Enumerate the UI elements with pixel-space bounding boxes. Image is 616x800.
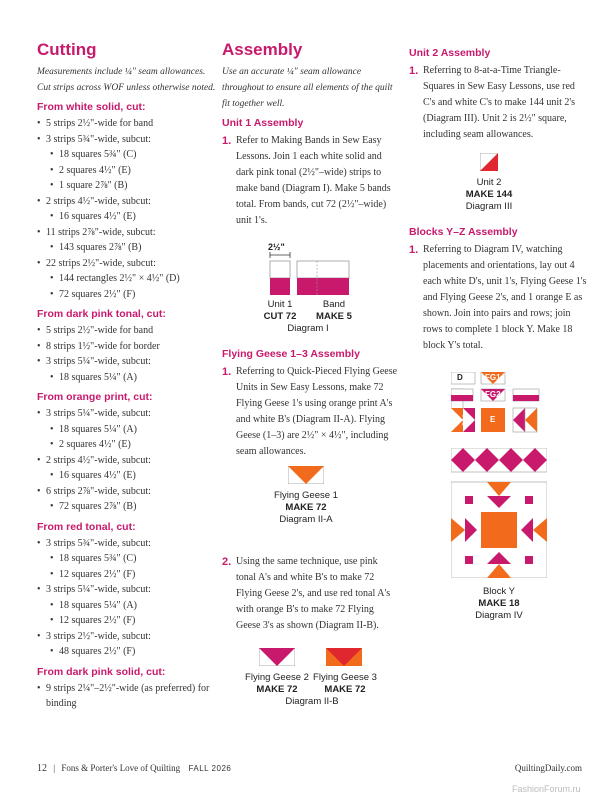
diagram-3-art xyxy=(480,153,498,171)
cutting-list-item: • 72 squares 2⅞" (B) xyxy=(37,499,217,515)
step-number: 1. xyxy=(409,65,419,77)
cutting-list-item: • 3 strips 5¼"-wide, subcut: xyxy=(37,406,217,422)
cutting-list-item: • 3 strips 5¾"-wide, subcut: xyxy=(37,536,217,552)
diagram-2b-fg3-make: MAKE 72 xyxy=(324,684,366,695)
diagram-1-name: Diagram I xyxy=(287,323,329,334)
diagram-2a-make: MAKE 72 xyxy=(285,502,327,513)
step-number: 1. xyxy=(409,244,419,256)
cutting-list-item: • 6 strips 2⅞"-wide, subcut: xyxy=(37,484,217,500)
blocks-heading: Blocks Y–Z Assembly xyxy=(409,226,518,238)
diagram-4-label-unit1: Unit 1 xyxy=(452,390,472,397)
cutting-list-item: • 2 squares 4½" (E) xyxy=(37,437,217,453)
diagram-4-block-art xyxy=(451,448,547,578)
blocks-step xyxy=(409,242,589,354)
diagram-2b-name: Diagram II-B xyxy=(285,696,339,707)
cutting-list-item: • 2 strips 4½"-wide, subcut: xyxy=(37,194,217,210)
diagram-2a-name: Diagram II-A xyxy=(279,514,333,525)
diagram-4 xyxy=(451,372,551,632)
cutting-list-item: • 3 strips 2½"-wide, subcut: xyxy=(37,629,217,645)
diagram-3 xyxy=(409,153,589,219)
diagram-4-label-d: D xyxy=(457,373,463,382)
cutting-list-item: • 18 squares 5¼" (A) xyxy=(37,598,217,614)
diagram-2b-fg2-make: MAKE 72 xyxy=(256,684,298,695)
cutting-group-heading: From red tonal, cut: xyxy=(37,520,136,533)
cutting-list-item: • 16 squares 4½" (E) xyxy=(37,209,217,225)
cutting-group-heading: From orange print, cut: xyxy=(37,391,153,403)
diagram-4-label-fg1v: FG1 xyxy=(450,414,457,426)
diagram-4-label-e: E xyxy=(490,415,496,424)
diagram-1-dimension: 2½" xyxy=(268,242,285,252)
cutting-list-item: • 11 strips 2⅞"-wide, subcut: xyxy=(37,225,217,241)
diagram-4-label-fg2v: FG2 xyxy=(462,414,469,426)
diagram-4-make: MAKE 18 xyxy=(478,598,520,609)
cutting-intro-2: Cut strips across WOF unless otherwise noted. xyxy=(37,83,216,93)
diagram-4-label-fg2: FG2 xyxy=(485,390,501,399)
magazine-name: Fons & Porter's Love of Quilting xyxy=(61,763,181,773)
unit2-step xyxy=(409,63,589,143)
step-number: 1. xyxy=(222,366,232,378)
cutting-list-item: • 18 squares 5¼" (A) xyxy=(37,370,217,386)
footer xyxy=(37,763,582,774)
diagram-1-band-label: Band xyxy=(322,299,346,310)
cutting-list-item: • 3 strips 5¾"-wide, subcut: xyxy=(37,132,217,148)
cutting-list-item: • 1 square 2⅞" (B) xyxy=(37,178,217,194)
geese-step-1 xyxy=(222,364,400,460)
cutting-list-item: • 5 strips 2½"-wide for band xyxy=(37,116,217,132)
assembly-column xyxy=(222,40,400,718)
cutting-group-heading: From dark pink tonal, cut: xyxy=(37,308,166,320)
site-url[interactable]: QuiltingDaily.com xyxy=(514,763,582,773)
cutting-list-item: • 12 squares 2½" (F) xyxy=(37,567,217,583)
geese-step-2-text: Using the same technique, use pink tonal A's and white B's to make 72 Flying Geese 2's, and use red tonal A's with orange B's to make 72 Flying Geese 3's as shown (Diagram II-B). xyxy=(236,556,391,631)
diagram-2b-fg3-label: Flying Geese 3 xyxy=(313,672,377,683)
diagram-1 xyxy=(222,241,400,333)
diagram-4-label-fg1: FG1 xyxy=(485,373,501,382)
cutting-list-item: • 18 squares 5¾" (C) xyxy=(37,147,217,163)
cutting-list-item: • 3 strips 5¼"-wide, subcut: xyxy=(37,354,217,370)
diagram-1-art xyxy=(222,251,400,299)
unit1-step xyxy=(222,133,400,229)
cutting-list-item: • 9 strips 2¼"–2½"-wide (as preferred) for binding xyxy=(37,681,217,712)
diagram-2b xyxy=(222,648,400,718)
cutting-group-heading: From white solid, cut: xyxy=(37,101,146,113)
cutting-list-item: • 18 squares 5¾" (C) xyxy=(37,551,217,567)
diagram-4-label-unit1b: Unit 1 xyxy=(515,390,535,397)
assembly-intro: Use an accurate ¼" seam allowance throughout to ensure all elements of the quilt fit together well. xyxy=(222,67,393,109)
diagram-3-name: Diagram III xyxy=(465,201,513,212)
footer-separator: | xyxy=(53,763,56,773)
cutting-list-item: • 2 strips 4½"-wide, subcut: xyxy=(37,453,217,469)
cutting-title: Cutting xyxy=(37,40,97,59)
diagram-2b-fg2-label: Flying Geese 2 xyxy=(245,672,309,683)
diagram-2a-art xyxy=(288,466,324,484)
cutting-list-item: • 22 strips 2½"-wide, subcut: xyxy=(37,256,217,272)
cutting-list-item: • 48 squares 2½" (F) xyxy=(37,644,217,660)
cutting-list xyxy=(37,116,217,302)
cutting-list-item: • 144 rectangles 2½" × 4½" (D) xyxy=(37,271,217,287)
diagram-2a-label: Flying Geese 1 xyxy=(274,490,338,501)
step-number: 2. xyxy=(222,556,232,568)
blocks-step-text: Referring to Diagram IV, watching placements and orientations, lay out 4 each white D's, unit 1's, Flying Geese 1's and Flying Geese 2's, and 1 orange E as shown. Join into pairs and rows; join rows to complete 1 block Y. Make 18 block Y's total. xyxy=(423,244,587,351)
cutting-list-item: • 143 squares 2⅞" (B) xyxy=(37,240,217,256)
diagram-4-layout-art xyxy=(451,372,547,444)
cutting-list-item: • 12 squares 2½" (F) xyxy=(37,613,217,629)
assembly-title: Assembly xyxy=(222,40,303,59)
diagram-4-label: Block Y xyxy=(482,586,516,597)
diagram-1-unit-label: Unit 1 xyxy=(267,299,293,310)
cutting-intro-1: Measurements include ¼" seam allowances. xyxy=(37,67,206,77)
issue-date: FALL 2026 xyxy=(188,764,232,773)
page-number: 12 xyxy=(37,763,47,774)
geese-step-1-text: Referring to Quick-Pieced Flying Geese Units in Sew Easy Lessons, make 72 Flying Geese 1's using orange print A's and white B's (Diagram II-A). Flying Geese (1–3) are 2½" × 4½", including seam allowances. xyxy=(236,366,398,457)
geese-heading: Flying Geese 1–3 Assembly xyxy=(222,348,360,360)
step-number: 1. xyxy=(222,135,232,147)
geese-step-2 xyxy=(222,554,400,634)
cutting-list-item: • 18 squares 5¼" (A) xyxy=(37,422,217,438)
cutting-column xyxy=(37,40,217,712)
cutting-list xyxy=(37,323,217,385)
cutting-list-item: • 3 strips 5¼"-wide, subcut: xyxy=(37,582,217,598)
unit1-heading: Unit 1 Assembly xyxy=(222,117,304,129)
diagram-3-make: MAKE 144 xyxy=(465,189,513,200)
cutting-list-item: • 72 squares 2½" (F) xyxy=(37,287,217,303)
diagram-2b-fg3-art xyxy=(326,648,362,666)
unit2-step-text: Referring to 8-at-a-Time Triangle-Squares in Sew Easy Lessons, use red C's and white C's to make 144 unit 2's (Diagram III). Unit 2 is 2½" square, including seam allowances. xyxy=(423,65,576,140)
diagram-1-band-make: MAKE 5 xyxy=(316,311,352,322)
diagram-1-unit-make: CUT 72 xyxy=(263,311,297,322)
unit1-step-text: Refer to Making Bands in Sew Easy Lessons. Join 1 each white solid and dark pink tonal (2½"–wide) strips to make band (Diagram I). Make 5 bands total. From bands, cut 72 (2½"–wide) unit 1's. xyxy=(236,135,391,226)
cutting-list-item: • 5 strips 2½"-wide for band xyxy=(37,323,217,339)
cutting-group-heading: From dark pink solid, cut: xyxy=(37,665,166,678)
cutting-list xyxy=(37,681,217,712)
diagram-3-label: Unit 2 xyxy=(476,177,502,188)
unit2-heading: Unit 2 Assembly xyxy=(409,47,491,59)
cutting-groups xyxy=(37,100,217,712)
cutting-list xyxy=(37,536,217,660)
watermark: FashionForum.ru xyxy=(512,784,581,794)
blocks-column xyxy=(409,46,589,354)
cutting-list xyxy=(37,406,217,515)
cutting-list-item: • 8 strips 1½"-wide for border xyxy=(37,339,217,355)
cutting-list-item: • 2 squares 4½" (E) xyxy=(37,163,217,179)
cutting-list-item: • 16 squares 4½" (E) xyxy=(37,468,217,484)
diagram-2b-fg2-art xyxy=(259,648,295,666)
diagram-2a xyxy=(222,466,400,540)
diagram-4-name: Diagram IV xyxy=(475,610,523,621)
